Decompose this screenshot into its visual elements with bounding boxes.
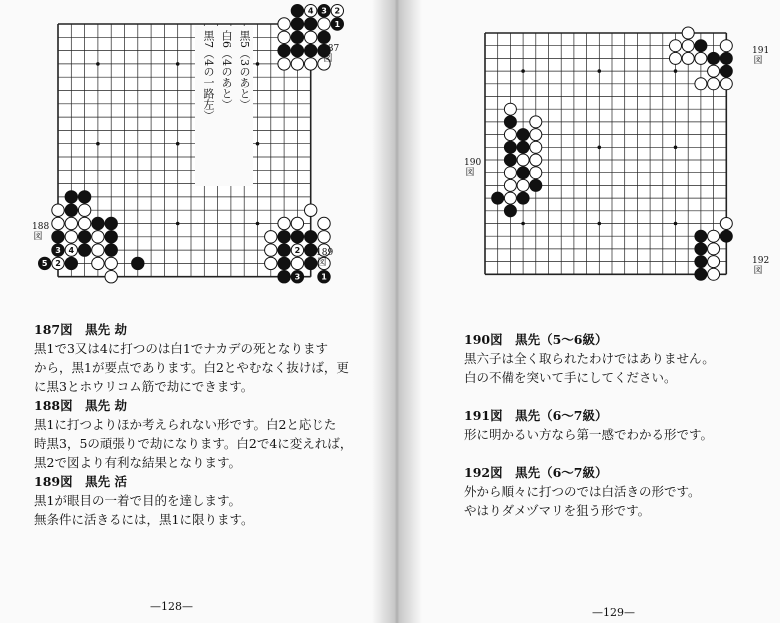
black-stone	[695, 243, 707, 255]
problem-187-heading: 187図 黒先 劫	[34, 322, 127, 337]
problem-189-heading: 189図 黒先 活	[34, 474, 127, 489]
star-point	[674, 222, 678, 226]
problem-192-line: 外から順々に打つのでは白活きの形です。	[464, 484, 701, 499]
problem-188-line: 黒1に打つよりほか考えられない形です。白2と応じた	[34, 417, 337, 432]
white-stone	[265, 244, 277, 256]
black-stone	[305, 44, 317, 56]
problem-187-line: 黒1で3又は4に打つのは白1でナカデの死となります	[34, 341, 329, 356]
white-stone	[670, 40, 682, 52]
star-point	[521, 69, 525, 73]
white-stone	[92, 257, 104, 269]
white-stone	[708, 243, 720, 255]
black-stone	[517, 129, 529, 141]
white-stone	[278, 58, 290, 70]
black-stone	[504, 116, 516, 128]
note-col-1: 黒5（3のあと）	[238, 30, 251, 110]
move-number: 2	[334, 6, 341, 16]
white-stone	[65, 217, 77, 229]
problem-187-line: に黒3とホウリコム筋で劫にできます。	[34, 379, 254, 394]
star-point	[598, 222, 602, 226]
black-stone	[492, 192, 504, 204]
black-stone	[305, 18, 317, 30]
spacer	[464, 444, 715, 463]
white-stone	[92, 231, 104, 243]
problem-191-line: 形に明かるい方なら第一感でわかる形です。	[464, 427, 714, 442]
move-number: 1	[334, 19, 341, 29]
black-stone	[278, 44, 290, 56]
white-stone	[504, 129, 516, 141]
move-number: 1	[321, 272, 327, 282]
black-stone	[78, 244, 90, 256]
white-stone	[530, 116, 542, 128]
star-point	[96, 142, 100, 146]
black-stone	[291, 5, 303, 17]
white-stone	[670, 52, 682, 64]
problem-189-line: 無条件に活きるには，黒1に限ります。	[34, 512, 254, 527]
board-background	[485, 33, 726, 274]
black-stone	[291, 231, 303, 243]
white-stone	[318, 217, 330, 229]
white-stone	[720, 40, 732, 52]
star-point	[96, 62, 100, 66]
white-stone	[708, 230, 720, 242]
black-stone	[78, 191, 90, 203]
white-stone	[278, 18, 290, 30]
black-stone	[291, 44, 303, 56]
move-number: 2	[55, 259, 61, 269]
right-page	[392, 0, 780, 623]
move-number: 4	[307, 6, 314, 16]
star-point	[256, 222, 260, 226]
white-stone	[265, 257, 277, 269]
black-stone	[78, 231, 90, 243]
right-go-board	[485, 33, 739, 287]
star-point	[176, 142, 180, 146]
black-stone	[504, 205, 516, 217]
black-stone	[695, 230, 707, 242]
black-stone	[695, 256, 707, 268]
black-stone	[92, 217, 104, 229]
black-stone	[52, 231, 64, 243]
diagram-label-187: 187図	[322, 44, 340, 64]
note-col-3: 黒7（4の一路左）	[202, 30, 215, 121]
star-point	[674, 69, 678, 73]
black-stone	[65, 204, 77, 216]
problem-192-line: やはりダメヅマリを狙う形です。	[464, 503, 651, 518]
diagram-label-192: 192図	[752, 256, 770, 276]
board-note	[195, 26, 253, 186]
problem-190-line: 白の不備を突いて手にしてください。	[464, 370, 677, 385]
black-stone	[504, 141, 516, 153]
white-stone	[530, 141, 542, 153]
white-stone	[682, 40, 694, 52]
white-stone	[720, 78, 732, 90]
white-stone	[530, 154, 542, 166]
star-point	[176, 222, 180, 226]
move-number: 3	[294, 272, 301, 282]
white-stone	[52, 204, 64, 216]
white-stone	[305, 204, 317, 216]
problem-187-line: から，黒1が要点であります。白2とやむなく抜けば，更	[34, 360, 349, 375]
white-stone	[517, 179, 529, 191]
black-stone	[504, 154, 516, 166]
white-stone	[708, 268, 720, 280]
white-stone	[291, 58, 303, 70]
black-stone	[65, 257, 77, 269]
black-stone	[278, 271, 290, 283]
star-point	[256, 142, 260, 146]
black-stone	[318, 31, 330, 43]
spacer	[464, 387, 715, 406]
white-stone	[318, 18, 330, 30]
black-stone	[132, 257, 144, 269]
star-point	[176, 62, 180, 66]
star-point	[256, 62, 260, 66]
note-col-2: 白6（4のあと）	[220, 30, 233, 110]
problem-192-heading: 192図 黒先（6〜7級）	[464, 465, 608, 480]
right-text-block	[464, 330, 715, 520]
right-go-board-svg	[485, 33, 739, 287]
star-point	[598, 69, 602, 73]
move-number: 2	[294, 245, 301, 255]
white-stone	[530, 167, 542, 179]
white-stone	[92, 244, 104, 256]
black-stone	[105, 217, 117, 229]
white-stone	[682, 52, 694, 64]
black-stone	[695, 40, 707, 52]
left-text-block	[34, 320, 352, 529]
problem-190-line: 黒六子は全く取られたわけではありません。	[464, 351, 715, 366]
problem-188-line: 時黒3，5の頑張りで劫になります。白2で4に変えれば，	[34, 436, 353, 451]
diagram-label-191: 191図	[752, 46, 770, 66]
black-stone	[278, 257, 290, 269]
black-stone	[720, 230, 732, 242]
left-page-number: —128—	[150, 600, 193, 613]
white-stone	[504, 179, 516, 191]
white-stone	[504, 167, 516, 179]
star-point	[674, 146, 678, 150]
white-stone	[291, 217, 303, 229]
white-stone	[265, 231, 277, 243]
black-stone	[278, 244, 290, 256]
white-stone	[305, 31, 317, 43]
white-stone	[78, 217, 90, 229]
black-stone	[278, 231, 290, 243]
white-stone	[318, 231, 330, 243]
white-stone	[682, 27, 694, 39]
right-page-number: —129—	[592, 606, 635, 619]
diagram-label-190: 190図	[464, 158, 482, 178]
white-stone	[291, 257, 303, 269]
white-stone	[504, 192, 516, 204]
white-stone	[708, 65, 720, 77]
problem-188-heading: 188図 黒先 劫	[34, 398, 127, 413]
black-stone	[517, 192, 529, 204]
white-stone	[720, 218, 732, 230]
move-number: 3	[321, 6, 327, 16]
black-stone	[720, 65, 732, 77]
black-stone	[708, 52, 720, 64]
white-stone	[695, 52, 707, 64]
white-stone	[52, 217, 64, 229]
white-stone	[504, 103, 516, 115]
white-stone	[695, 78, 707, 90]
black-stone	[517, 141, 529, 153]
white-stone	[305, 58, 317, 70]
black-stone	[65, 191, 77, 203]
white-stone	[708, 256, 720, 268]
move-number: 5	[41, 259, 48, 269]
white-stone	[78, 204, 90, 216]
black-stone	[291, 18, 303, 30]
black-stone	[695, 268, 707, 280]
black-stone	[720, 52, 732, 64]
problem-190-heading: 190図 黒先（5〜6級）	[464, 332, 608, 347]
white-stone	[278, 217, 290, 229]
black-stone	[517, 167, 529, 179]
black-stone	[530, 179, 542, 191]
star-point	[521, 222, 525, 226]
white-stone	[517, 154, 529, 166]
star-point	[598, 146, 602, 150]
white-stone	[708, 78, 720, 90]
problem-191-heading: 191図 黒先（6〜7級）	[464, 408, 608, 423]
white-stone	[65, 231, 77, 243]
white-stone	[105, 257, 117, 269]
black-stone	[105, 244, 117, 256]
diagram-label-189: 189図	[316, 248, 334, 268]
move-number: 4	[68, 245, 75, 255]
problem-189-line: 黒1が眼目の一着で目的を達します。	[34, 493, 241, 508]
white-stone	[530, 129, 542, 141]
move-number: 3	[55, 245, 61, 255]
black-stone	[291, 31, 303, 43]
black-stone	[105, 231, 117, 243]
white-stone	[105, 271, 117, 283]
problem-188-line: 黒2で図より有利な結果となります。	[34, 455, 241, 470]
diagram-label-188: 188図	[32, 222, 50, 242]
black-stone	[305, 231, 317, 243]
white-stone	[278, 31, 290, 43]
